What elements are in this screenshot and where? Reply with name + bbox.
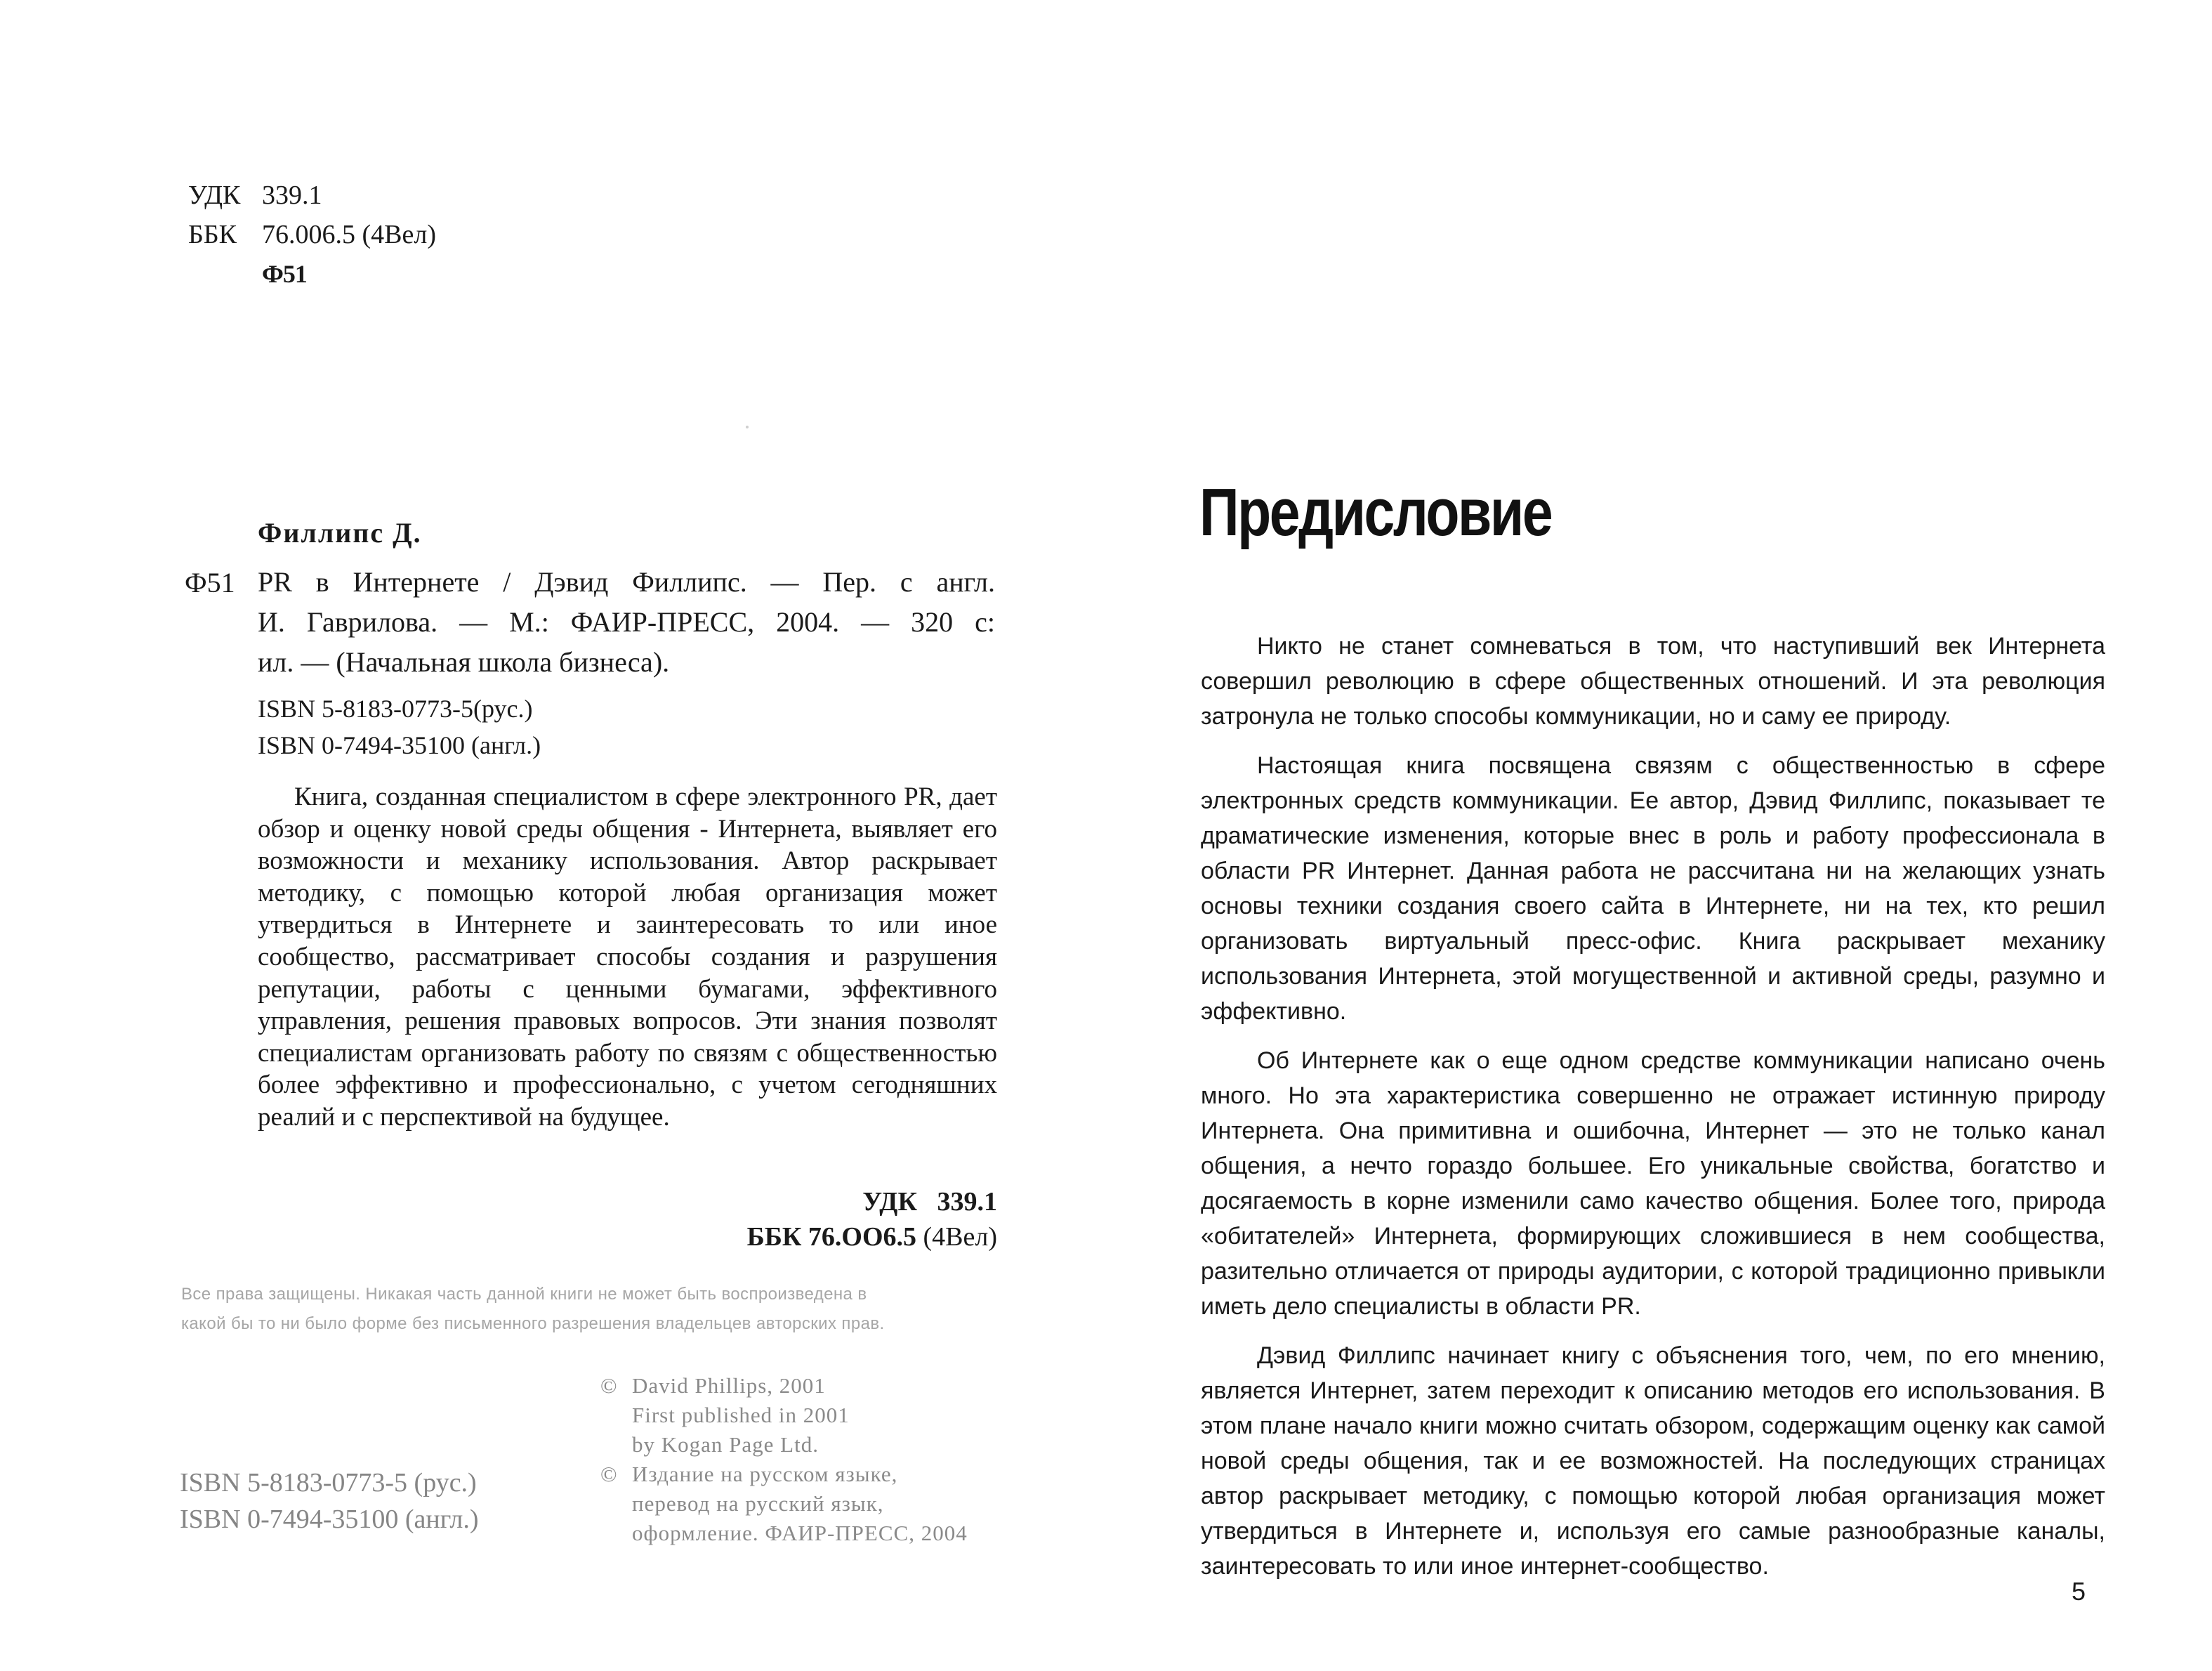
annotation-text: Книга, созданная специалистом в сфере электронного PR, дает обзор и оценку новой среды общения - Интернета, выявляет его возможности и механику использования. Автор раскрывает методику, с помощью которой любая организация может утвердиться в Интернете и заинтересовать то или иное сообщество, рассматривает способы создания и разрушения репутации, работы с ценными бумагами, эффективного управления, решения правовых вопросов. Эти знания позволят специалистам организовать работу по связям с общественностью более эффективно и профессионально, с учетом сегодняшних реалий и с перспективой на будущее.	[258, 782, 997, 1132]
isbn-eng: ISBN 0-7494-35100 (англ.)	[258, 731, 541, 759]
copyright-line: перевод на русский язык,	[632, 1491, 884, 1516]
copyright-line: by Kogan Page Ltd.	[632, 1432, 819, 1457]
udk-right: УДК 339.1	[862, 1187, 997, 1217]
bbk-row	[188, 215, 436, 254]
author-name: Филлипс Д.	[258, 517, 422, 549]
preface-body	[1201, 629, 2105, 1598]
paragraph: Об Интернете как о еще одном средстве коммуникации написано очень много. Но эта характеристика совершенно не отражает истинную природу Интернета. Она примитивна и ошибочна, Интернет — это не только канал общения, а нечто гораздо большее. Его уникальные свойства, богатство и досягаемость в корне изменили само качество общения. Более того, природа «обитателей» Интернета, формирующих сложившиеся в нем сообщества, разительно отличается от природы аудитории, с которой традиционно привыкли иметь дело специалисты в области PR.	[1201, 1047, 2105, 1320]
bbk-value: 76.006.5 (4Вел)	[262, 220, 436, 249]
bibliographic-description	[258, 562, 995, 682]
bib-line: И. Гаврилова. — М.: ФАИР-ПРЕСС, 2004. — 320 с:	[258, 606, 995, 638]
isbn-bottom	[180, 1464, 479, 1538]
author-code: Ф51	[262, 260, 307, 288]
copyright-line: First published in 2001	[632, 1403, 850, 1427]
paragraph: Никто не станет сомневаться в том, что наступивший век Интернета совершил революцию в сфере общественных отношений. И эта революция затронула не только способы коммуникации, но и саму ее природу.	[1201, 633, 2105, 730]
rights-notice	[181, 1280, 999, 1339]
isbn-bottom-line: ISBN 5-8183-0773-5 (рус.)	[180, 1468, 477, 1498]
copyright-line: David Phillips, 2001	[632, 1373, 826, 1398]
bbk-label: ББК	[188, 220, 237, 249]
copyright-symbol: ©	[600, 1373, 618, 1398]
page-title: Предисловие	[1199, 475, 1552, 550]
bbk-right	[632, 1219, 997, 1254]
copyright-symbol: ©	[600, 1462, 618, 1486]
paragraph: Дэвид Филлипс начинает книгу с объяснения того, чем, по его мнению, является Интернет, затем переходит к описанию методов его использования. В этом плане начало книги можно считать обзором, содержащим оценку как самой новой среды общения, так и ее возможностей. На последующих страницах автор раскрывает методику, с помощью которой любая организация может утвердиться в Интернете и, используя его самые разнообразные каналы, заинтересовать то или иное интернет-сообщество.	[1201, 1342, 2105, 1580]
copyright-line: Издание на русском языке,	[632, 1462, 898, 1486]
udk-value: 339.1	[262, 181, 322, 210]
classification-right	[632, 1184, 997, 1254]
paragraph: Настоящая книга посвящена связям с общественностью в сфере электронных средств коммуникации. Ее автор, Дэвид Филлипс, показывает те драматические изменения, которые внес в роль и работу профессионала в области PR Интернет. Данная работа не рассчитана ни на желающих узнать основы техники создания своего сайта в Интернете, ни на тех, кто решил организовать виртуальный пресс-офис. Книга раскрывает механику использования Интернета, этой могущественной и активной среды, разумно и эффективно.	[1201, 752, 2105, 1025]
bib-line: ил. — (Начальная школа бизнеса).	[258, 646, 670, 678]
udk-label: УДК	[188, 181, 241, 210]
isbn-rus: ISBN 5-8183-0773-5(рус.)	[258, 695, 533, 723]
rights-line: какой бы то ни было форме без письменного разрешения владельцев авторских прав.	[181, 1314, 885, 1333]
scan-dot	[746, 426, 749, 428]
page-number: 5	[2072, 1577, 2086, 1606]
side-code: Ф51	[185, 567, 235, 598]
bbk-right-bold: ББК 76.ОО6.5	[746, 1222, 917, 1252]
bib-line: PR в Интернете / Дэвид Филлипс. — Пер. с англ.	[258, 566, 995, 598]
isbn-bottom-line: ISBN 0-7494-35100 (англ.)	[180, 1505, 479, 1534]
copyright-block	[600, 1371, 968, 1548]
udk-row	[188, 176, 436, 215]
isbn-list	[258, 690, 541, 764]
bbk-right-normal: (4Вел)	[916, 1222, 997, 1252]
classification-block	[188, 176, 436, 294]
rights-line: Все права защищены. Никакая часть данной книги не может быть воспроизведена в	[181, 1285, 867, 1304]
copyright-line: оформление. ФАИР-ПРЕСС, 2004	[632, 1521, 968, 1545]
